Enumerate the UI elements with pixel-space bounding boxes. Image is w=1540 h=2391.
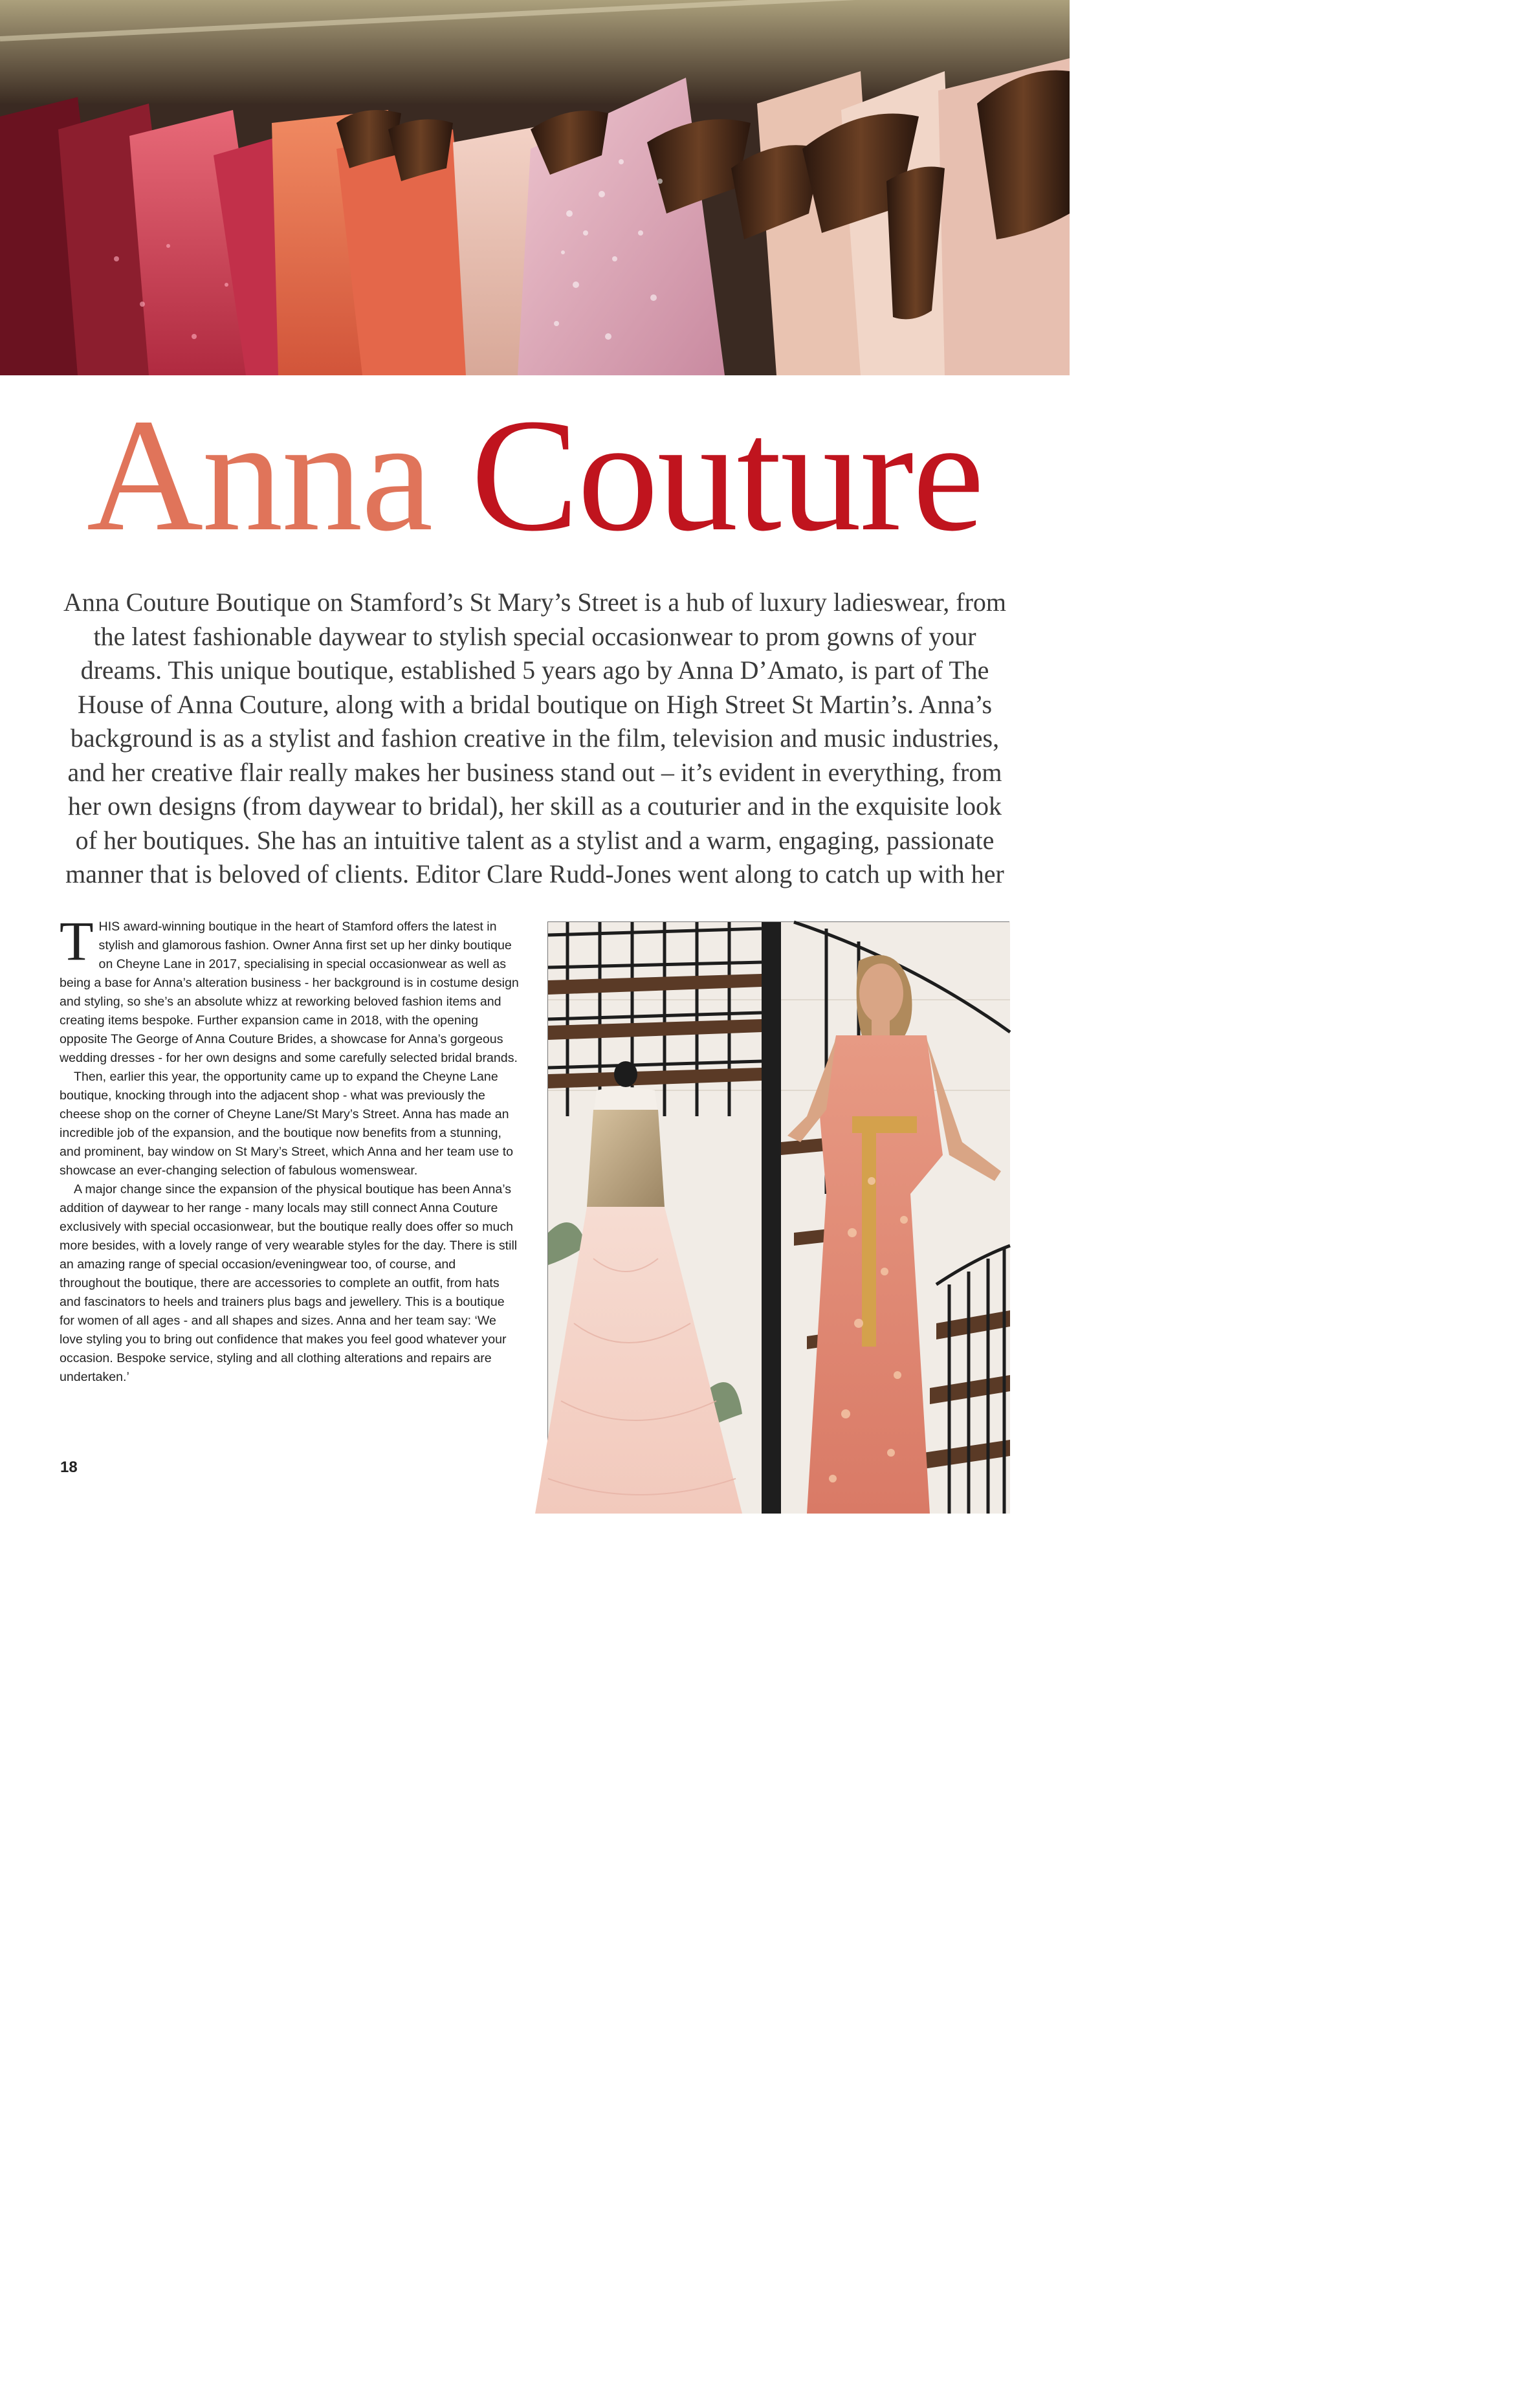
paragraph-1-text: HIS award-winning boutique in the heart of Stamford offers the latest in stylish and glamorous fashion. Owner Anna first set up her dinky boutique on Cheyne Lane in 2017, specialising in special occasionwear as well as being a base for Anna’s alteration business - her background is in costume design and styling, so she’s an absolute whizz at reworking beloved fashion items and creating items bespoke. Further expansion came in 2018, with the opening opposite The George of Anna Couture Brides, a showcase for Anna’s gorgeous wedding dresses - for her own designs and some carefully selected bridal brands. bbox=[60, 920, 519, 1065]
hero-photo bbox=[0, 0, 1070, 375]
staircase-illustration bbox=[548, 922, 1010, 1514]
body-paragraph-3: A major change since the expansion of the physical boutique has been Anna’s addition of daywear to her range - many locals may still connect Anna Couture exclusively with special occasionwear, but the boutique really does offer so much more besides, with a lovely range of very wearable styles for the day. There is still an amazing range of special occasion/eveningwear too, of course, and throughout the boutique, there are accessories to complete an outfit, from hats and fascinators to heels and trainers plus bags and jewellery. This is a boutique for women of all ages - and all shapes and sizes. Anna and her team say: ‘We love styling you to bring out confidence that makes you feel good whatever your occasion. Bespoke service, styling and all clothing alterations and repairs are undertaken.’ bbox=[60, 1182, 518, 1384]
boutique-photo bbox=[547, 921, 1540, 2391]
title-word-couture: Couture bbox=[470, 386, 984, 565]
intro-standfirst: Anna Couture Boutique on Stamford’s St Mary’s Street is a hub of luxury ladieswear, from the latest fashionable daywear to stylish special occasionwear to prom gowns of your dreams. This unique boutique, established 5 years ago by Anna D’Amato, is part of The House of Anna Couture, along with a bridal boutique on High Street St Martin’s. Anna’s background is as a stylist and fashion creative in the film, television and music industries, and her creative flair really makes her business stand out – it’s evident in everything, from her own designs (from daywear to bridal), her skill as a couturier and in the exquisite look of her boutiques. She has an intuitive talent as a stylist and a warm, engaging, passionate manner that is beloved of clients. Editor Clare Rudd-Jones went along to catch up with her bbox=[63, 588, 1007, 888]
page-number: 18 bbox=[60, 1459, 78, 1476]
body-paragraph-1 bbox=[60, 910, 519, 1068]
photo-credit: Photo: Elli Dean bbox=[1530, 2326, 1540, 2391]
drop-cap: T bbox=[60, 910, 94, 972]
body-paragraph-2: Then, earlier this year, the opportunity came up to expand the Cheyne Lane boutique, knocking through into the adjacent shop - what was previously the cheese shop on the corner of Cheyne Lane/St Mary’s Street. Anna has made an incredible job of the expansion, and the boutique now benefits from a stunning, and prominent, bay window on St Mary’s Street, which Anna and her team use to showcase an ever-changing selection of fabulous womenswear. bbox=[60, 1070, 514, 1178]
article-body bbox=[60, 910, 519, 1387]
clothing-rail-illustration bbox=[0, 0, 1070, 375]
article-title bbox=[0, 386, 1070, 565]
title-word-anna: Anna bbox=[86, 386, 432, 565]
